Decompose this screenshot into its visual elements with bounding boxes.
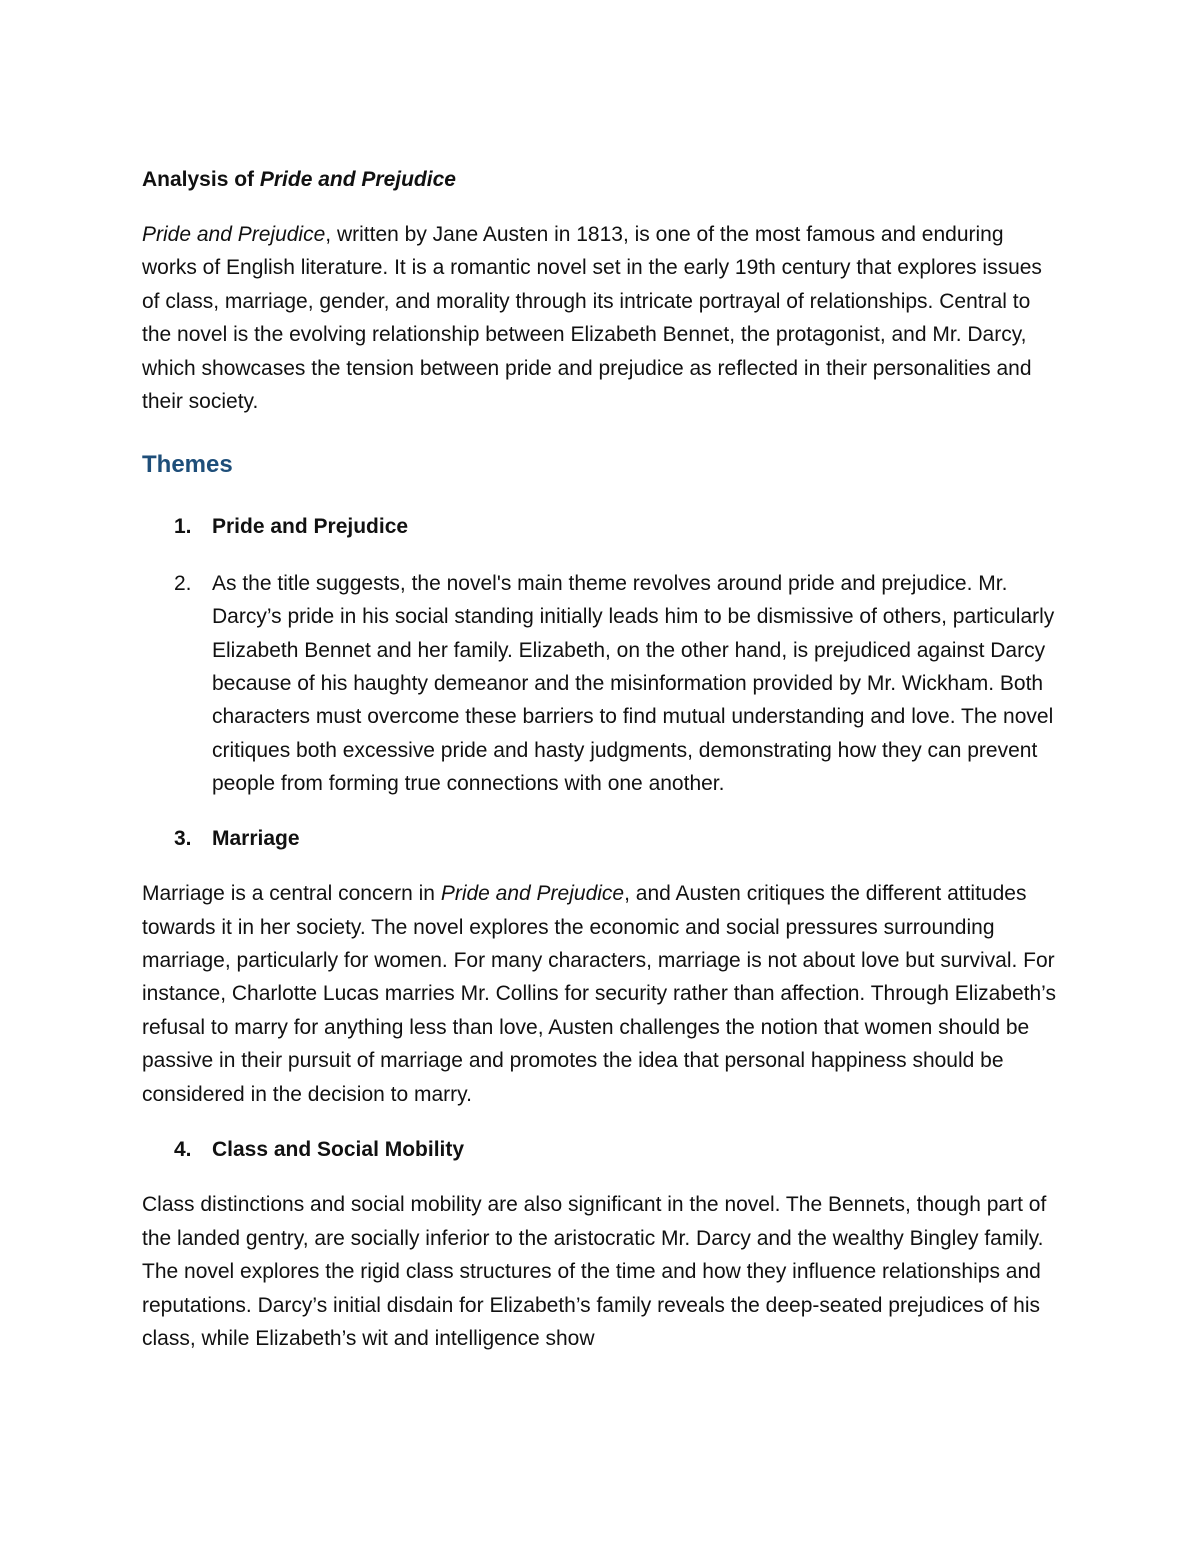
document-page — [142, 160, 1062, 1355]
list-item-text: Pride and Prejudice — [212, 515, 409, 539]
marriage-text-before: Marriage is a central concern in — [142, 882, 441, 906]
list-item-text: Marriage — [212, 826, 300, 850]
list-item-text: As the title suggests, the novel's main theme revolves around pride and prejudice. Mr. Darcy’s pride in his social standing initially leads him to be dismissive of others, particularly Elizabeth Bennet and her family. Elizabeth, on the other hand, is prejudiced against Darcy because of his haughty demeanor and the misinformation provided by Mr. Wickham. Both characters must overcome these barriers to find mutual understanding and love. The novel critiques both excessive pride and hasty judgments, demonstrating how they can prevent people from forming true connections with one another. — [212, 571, 1055, 796]
list-item-pride-and-prejudice — [142, 510, 1062, 543]
marriage-paragraph — [142, 877, 1062, 1111]
list-item-marriage — [142, 822, 1062, 855]
list-item-text: Class and Social Mobility — [212, 1137, 465, 1161]
marriage-book-name: Pride and Prejudice — [440, 882, 625, 906]
document-title — [142, 160, 1062, 197]
list-item-pride-explanation — [142, 567, 1062, 801]
list-item-class-and-social-mobility — [142, 1133, 1062, 1166]
class-paragraph: Class distinctions and social mobility are also significant in the novel. The Bennets, though part of the landed gentry, are socially inferior to the aristocratic Mr. Darcy and the wealthy Bingley family. The novel explores the rigid class structures of the time and how they influence relationships and reputations. Darcy’s initial disdain for Elizabeth’s family reveals the deep-seated prejudices of his class, while Elizabeth’s wit and intelligence show — [142, 1193, 1047, 1350]
title-book-name: Pride and Prejudice — [259, 168, 456, 191]
themes-heading: Themes — [142, 451, 233, 479]
intro-text: , written by Jane Austen in 1813, is one of the most famous and enduring works of English literature. It is a romantic novel set in the early 19th century that explores issues of class, marriage, gender, and morality through its intricate portrayal of relationships. Central to the novel is the evolving relationship between Elizabeth Bennet, the protagonist, and Mr. Darcy, which showcases the tension between pride and prejudice as reflected in their personalities and their society. — [142, 223, 1042, 414]
list-number: 2. — [174, 571, 192, 595]
intro-book-name: Pride and Prejudice — [142, 223, 326, 246]
marriage-text-after: , and Austen critiques the different attitudes towards it in her society. The novel explores the economic and social pressures surrounding marriage, particularly for women. For many characters, marriage is not about love but survival. For instance, Charlotte Lucas marries Mr. Collins for security rather than affection. Through Elizabeth’s refusal to marry for anything less than love, Austen challenges the notion that women should be passive in their pursuit of marriage and promotes the idea that personal happiness should be considered in the decision to marry. — [142, 882, 1056, 1106]
list-number: 4. — [174, 1137, 192, 1161]
title-prefix: Analysis of — [142, 168, 260, 191]
intro-paragraph — [142, 218, 1062, 418]
list-number: 1. — [174, 515, 192, 539]
list-number: 3. — [174, 826, 192, 850]
